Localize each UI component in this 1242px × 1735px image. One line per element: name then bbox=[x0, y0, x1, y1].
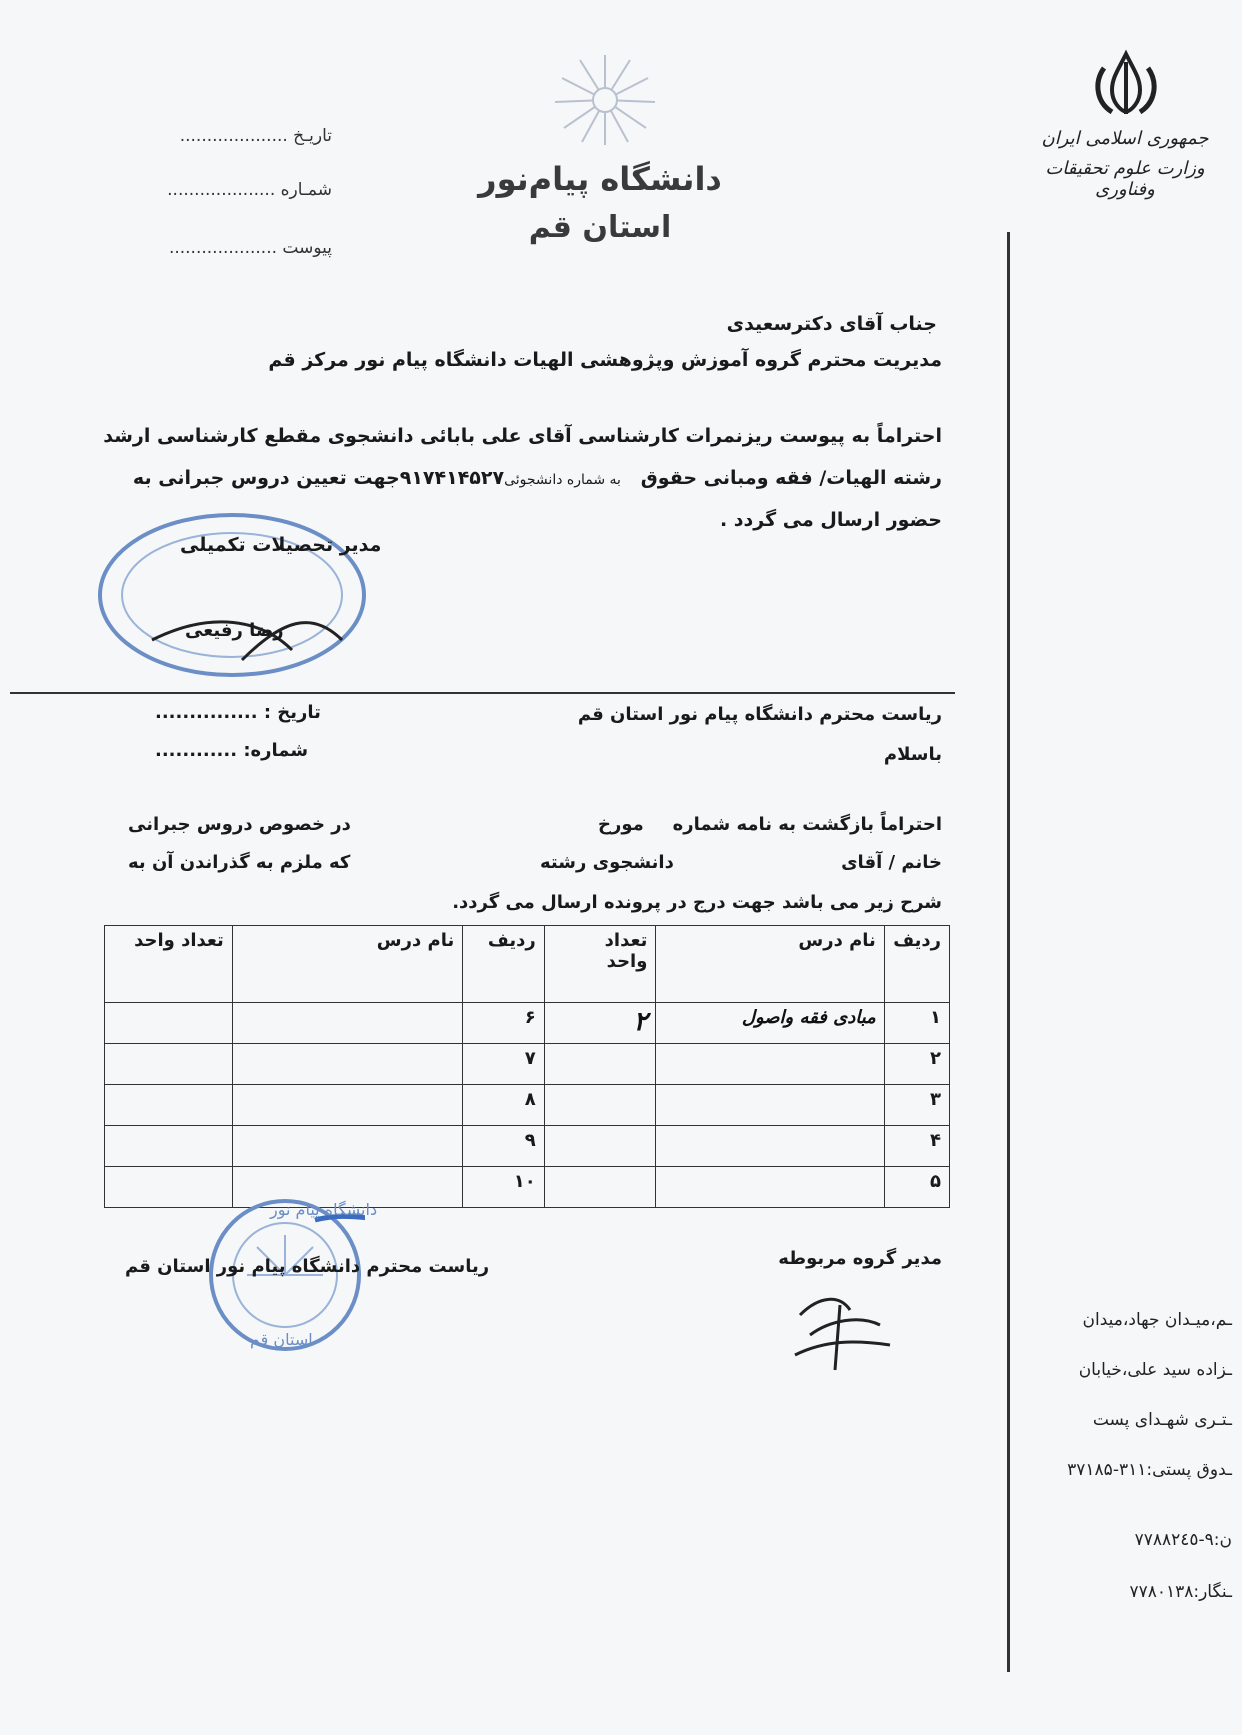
phone-number: ن:۹-۷۷۸۸۲٤٥ bbox=[1134, 1530, 1232, 1550]
cell-row-num: ۳ bbox=[884, 1085, 949, 1126]
letter2-line-2-c: که ملزم به گذراندن آن به bbox=[128, 852, 351, 873]
col-course-2: نام درس bbox=[232, 926, 462, 1003]
cell-row-num-2: ۹ bbox=[463, 1126, 545, 1167]
table-header-row bbox=[105, 926, 950, 1003]
cell-units-2 bbox=[105, 1044, 233, 1085]
gov-line-2: وزارت علوم تحقیقات وفناوری bbox=[1045, 158, 1205, 200]
cell-course-name bbox=[656, 1085, 884, 1126]
cell-row-num: ۱ bbox=[884, 1003, 949, 1044]
cell-course-name-2 bbox=[232, 1044, 462, 1085]
col-units-1-line-a: تعداد bbox=[604, 930, 648, 951]
cell-units bbox=[544, 1044, 656, 1085]
cell-units-2 bbox=[105, 1126, 233, 1167]
gov-line-1: جمهوری اسلامی ایران bbox=[1041, 128, 1209, 149]
col-row-1: ردیف bbox=[884, 926, 949, 1003]
province-name: استان قم bbox=[528, 210, 672, 245]
cell-row-num: ۵ bbox=[884, 1167, 949, 1208]
dept-head-title: مدیر گروه مربوطه bbox=[778, 1248, 942, 1269]
cell-course-name bbox=[656, 1044, 884, 1085]
letter2-line-1-c: در خصوص دروس جبرانی bbox=[128, 814, 351, 835]
courses-table bbox=[104, 925, 950, 1208]
letter1-field-of-study: رشته الهیات/ فقه ومبانی حقوق bbox=[640, 467, 942, 489]
stamp-bottom-text: استان قم bbox=[250, 1330, 313, 1349]
letter2-recipient: ریاست محترم دانشگاه پیام نور استان قم bbox=[577, 704, 942, 725]
cell-units-2 bbox=[105, 1003, 233, 1044]
attachment-field: پیوست .................... bbox=[168, 238, 332, 258]
footer-recipient: ریاست محترم دانشگاه پیام نور استان قم bbox=[125, 1256, 490, 1277]
section-divider bbox=[10, 692, 955, 694]
letter2-line-2-b: دانشجوی رشته bbox=[540, 852, 674, 873]
cell-units bbox=[544, 1085, 656, 1126]
stamp-top-text: دانشگاه پیام نور bbox=[270, 1200, 378, 1219]
cell-course-name: مبادی فقه واصول bbox=[656, 1003, 884, 1044]
cell-row-num: ۴ bbox=[884, 1126, 949, 1167]
table-row bbox=[105, 1085, 950, 1126]
col-course-1: نام درس bbox=[656, 926, 884, 1003]
cell-units bbox=[544, 1167, 656, 1208]
letter2-line-1-b: مورخ bbox=[598, 814, 644, 835]
signer-name: رضا رفیعی bbox=[185, 620, 284, 641]
letter2-line-3: شرح زیر می باشد جهت درج در پرونده ارسال می گردد. bbox=[452, 892, 942, 913]
oval-stamp-icon bbox=[92, 500, 372, 690]
letter2-line-1-a: احتراماً بازگشت به نامه شماره bbox=[672, 814, 942, 835]
col-units-1-line-b: واحد bbox=[606, 951, 648, 972]
cell-course-name-2 bbox=[232, 1126, 462, 1167]
fax-number: ـنگار:۷۷۸۰۱۳۸ bbox=[1129, 1582, 1232, 1602]
cell-row-num-2: ۱۰ bbox=[463, 1167, 545, 1208]
cell-row-num-2: ۷ bbox=[463, 1044, 545, 1085]
cell-row-num-2: ۸ bbox=[463, 1085, 545, 1126]
address-line-3: ـتـری شهـدای پست bbox=[1092, 1410, 1232, 1430]
cell-course-name-2 bbox=[232, 1085, 462, 1126]
letter1-student-number-label: به شماره دانشجوئی bbox=[504, 472, 621, 488]
cell-units-2 bbox=[105, 1085, 233, 1126]
col-row-2: ردیف bbox=[463, 926, 545, 1003]
letter1-line-2 bbox=[133, 456, 942, 502]
cell-course-name-2 bbox=[232, 1003, 462, 1044]
vertical-divider bbox=[1007, 232, 1010, 1672]
address-line-1: ـم،میـدان جهاد،میدان bbox=[1082, 1310, 1232, 1330]
table-row bbox=[105, 1126, 950, 1167]
address-line-2: ـزاده سید علی،خیابان bbox=[1078, 1360, 1232, 1380]
cell-row-num-2: ۶ bbox=[463, 1003, 545, 1044]
letter2-number-field: شماره: ............ bbox=[155, 740, 309, 761]
table-row bbox=[105, 1044, 950, 1085]
postal-code: ـدوق پستی:۳۱۱-۳۷۱۸۵ bbox=[1067, 1460, 1232, 1480]
letter1-student-number: ۹۱۷۴۱۴۵۲۷جهت تعیین دروس جبرانی به bbox=[132, 467, 505, 489]
col-units-2: تعداد واحد bbox=[105, 926, 233, 1003]
university-logo-icon bbox=[550, 50, 660, 150]
letter2-greeting: باسلام bbox=[883, 744, 942, 765]
letter2-date-field: تاریخ : ............... bbox=[155, 702, 321, 723]
iran-emblem-icon bbox=[1090, 48, 1162, 118]
signature-icon bbox=[780, 1285, 900, 1375]
salutation: جناب آقای دکترسعیدی bbox=[726, 313, 937, 335]
number-field: شمـاره .................... bbox=[167, 180, 332, 200]
university-name: دانشگاه پیام‌نور bbox=[478, 160, 722, 198]
cell-course-name bbox=[656, 1167, 884, 1208]
cell-units: ۲ bbox=[544, 1003, 656, 1044]
recipient-line: مدیریت محترم گروه آموزش وپژوهشی الهیات دانشگاه پیام نور مرکز قم bbox=[268, 349, 942, 371]
cell-row-num: ۲ bbox=[884, 1044, 949, 1085]
signer-title: مدیر تحصیلات تکمیلی bbox=[180, 534, 382, 556]
letter1-line-3: حضور ارسال می گردد . bbox=[719, 509, 942, 531]
col-units-1 bbox=[544, 926, 656, 1003]
table-row bbox=[105, 1003, 950, 1044]
date-field: تاریـخ .................... bbox=[179, 126, 332, 146]
cell-units bbox=[544, 1126, 656, 1167]
cell-course-name bbox=[656, 1126, 884, 1167]
letter2-line-2-a: خانم / آقای bbox=[841, 852, 942, 873]
letter1-line-1: احتراماً به پیوست ریزنمرات کارشناسی آقای علی بابائی دانشجوی مقطع کارشناسی ارشد bbox=[103, 425, 942, 447]
